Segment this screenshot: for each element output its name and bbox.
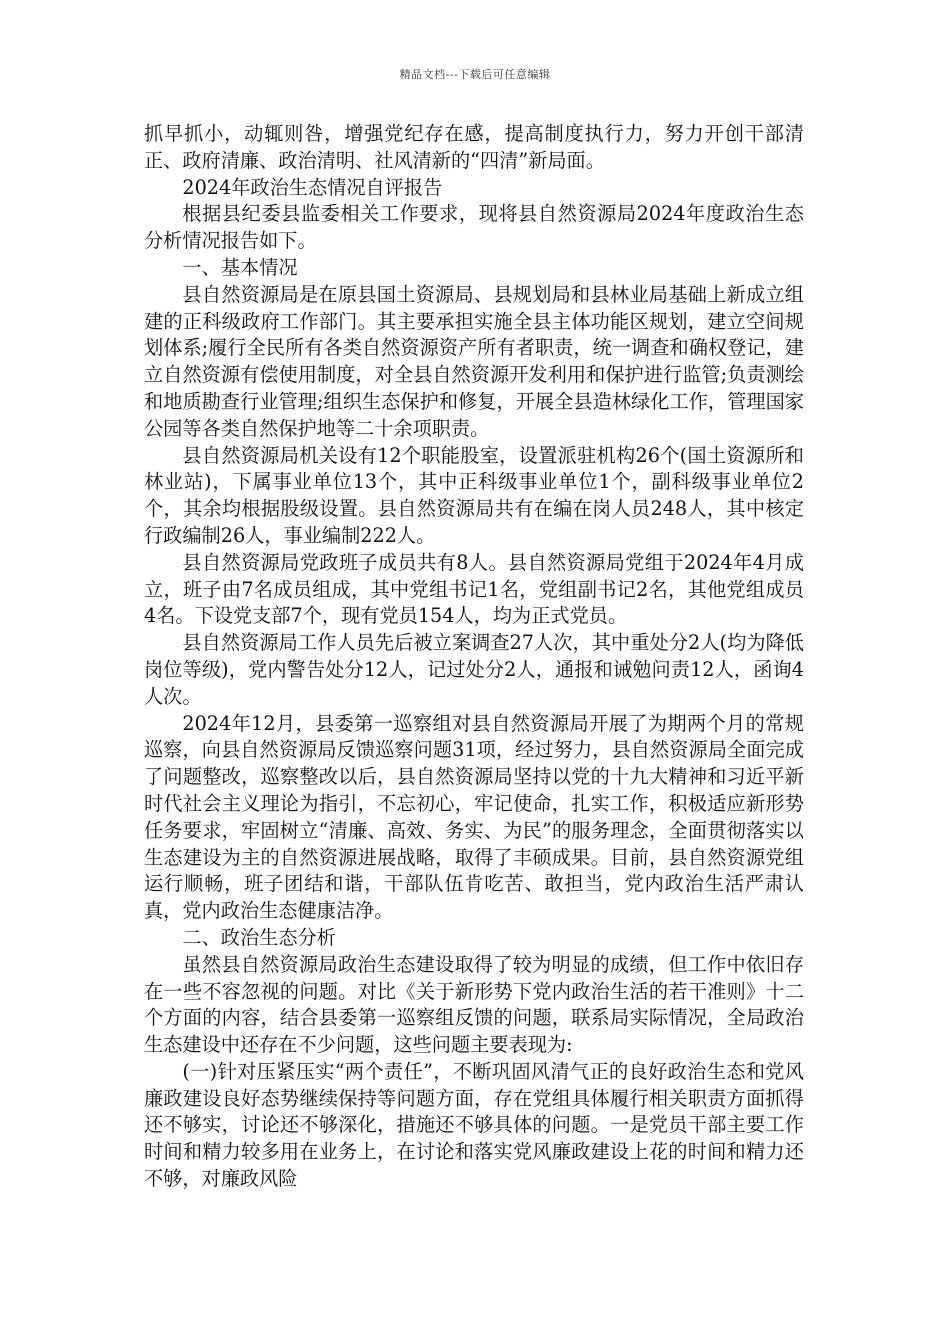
- paragraph-continuation: 抓早抓小，动辄则咎，增强党纪存在感，提高制度执行力，努力开创干部清正、政府清廉、政治清明、社风清新的“四清”新局面。: [144, 122, 804, 172]
- section-heading-basic: 一、基本情况: [182, 255, 298, 279]
- paragraph-organization: 县自然资源局机关设有12个职能股室，设置派驻机构26个(国土资源所和林业站)，下属事业单位13个，其中正科级事业单位1个，副科级事业单位2个，其余均根据股级设置。县自然资源局共有在编在岗人员248人，其中核定行政编制26人，事业编制222人。: [144, 443, 804, 547]
- paragraph-discipline: 县自然资源局工作人员先后被立案调查27人次，其中重处分2人(均为降低岗位等级)，党内警告处分12人，记过处分2人，通报和诫勉问责12人，函询4人次。: [144, 631, 804, 708]
- paragraph-problems: 虽然县自然资源局政治生态建设取得了较为明显的成绩，但工作中依旧存在一些不容忽视的问题。对比《关于新形势下党内政治生活的若干准则》十二个方面的内容，结合县委第一巡察组反馈的问题，联系局实际情况，全局政治生态建设中还存在不少问题，这些问题主要表现为:: [144, 952, 804, 1057]
- paragraph-intro: 根据县纪委县监委相关工作要求，现将县自然资源局2024年度政治生态分析情况报告如下。: [144, 202, 804, 253]
- paragraph-bureau-overview: 县自然资源局是在原县国土资源局、县规划局和县林业局基础上新成立组建的正科级政府工作部门。其主要承担实施全县主体功能区规划，建立空间规划体系;履行全民所有各类自然资源资产所有者职责，统一调查和确权登记，建立自然资源有偿使用制度，对全县自然资源开发利用和保护进行监管;负责测绘和地质勘查行业管理;组织生态保护和修复，开展全县造林绿化工作，管理国家公园等各类自然保护地等二十余项职责。: [144, 282, 804, 440]
- report-title: 2024年政治生态情况自评报告: [182, 175, 443, 199]
- section-heading-analysis: 二、政治生态分析: [182, 925, 336, 949]
- page-header: 精品文档---下载后可任意编辑: [399, 68, 551, 81]
- paragraph-leadership: 县自然资源局党政班子成员共有8人。县自然资源局党组于2024年4月成立，班子由7名成员组成，其中党组书记1名，党组副书记2名，其他党组成员4名。下设党支部7个，现有党员154人，均为正式党员。: [144, 550, 804, 628]
- document-body: [144, 121, 804, 1193]
- paragraph-issue-one: (一)针对压紧压实“两个责任”，不断巩固风清气正的良好政治生态和党风廉政建设良好态势继续保持等问题方面，存在党组具体履行相关职责方面抓得还不够实，讨论还不够深化，措施还不够具体的问题。一是党员干部主要工作时间和精力较多用在业务上，在讨论和落实党风廉政建设上花的时间和精力还不够，对廉政风险: [144, 1059, 804, 1191]
- paragraph-inspection: 2024年12月，县委第一巡察组对县自然资源局开展了为期两个月的常规巡察，向县自然资源局反馈巡察问题31项，经过努力，县自然资源局全面完成了问题整改，巡察整改以后，县自然资源局坚持以党的十九大精神和习近平新时代社会主义理论为指引，不忘初心，牢记使命，扎实工作，积极适应新形势任务要求，牢固树立“清廉、高效、务实、为民”的服务理念，全面贯彻落实以生态建设为主的自然资源进展战略，取得了丰硕成果。目前，县自然资源党组运行顺畅，班子团结和谐，干部队伍肯吃苦、敢担当，党内政治生活严肃认真，党内政治生态健康洁净。: [144, 711, 804, 923]
